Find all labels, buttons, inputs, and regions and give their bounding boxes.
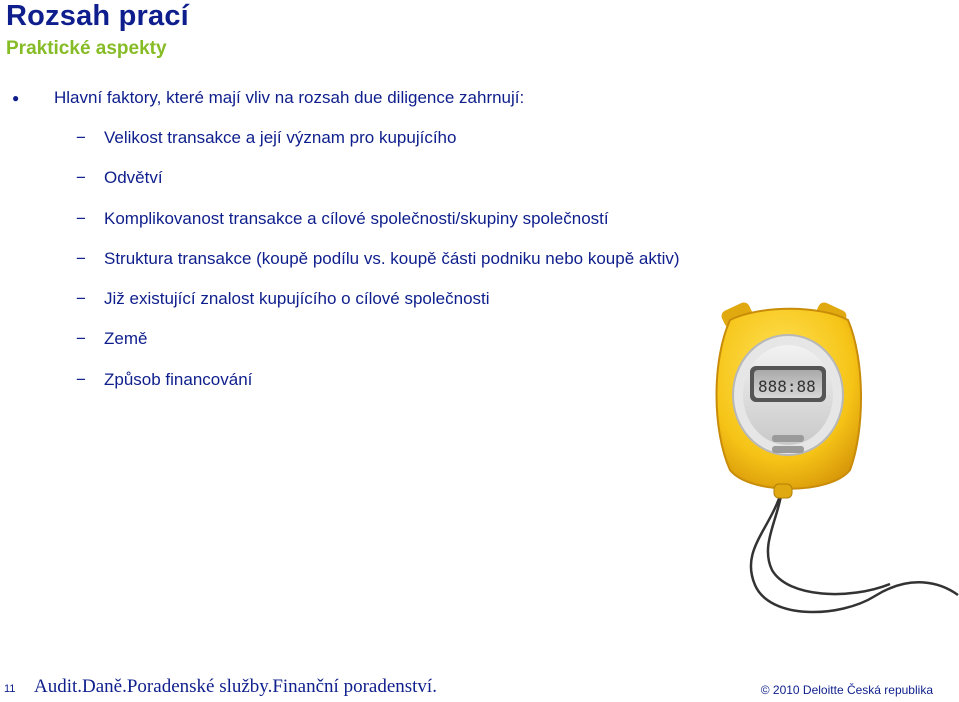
page-number: 11 [4,683,16,695]
dash-icon: − [76,248,86,268]
footer-copyright: © 2010 Deloitte Česká republika [760,683,933,697]
factor-list [76,128,680,410]
stopwatch-display: 888:88 [758,377,816,396]
dash-icon: − [76,208,86,228]
dash-icon: − [76,168,86,188]
list-item [76,209,680,249]
footer-tagline: Audit.Daně.Poradenské služby.Finanční poradenství. [34,676,437,697]
list-item-text: Komplikovanost transakce a cílové společnosti/skupiny společností [104,208,609,228]
cord-line-inner [768,490,890,594]
list-item-text: Způsob financování [104,369,253,389]
bullet-icon: ● [12,91,20,105]
list-item [76,249,680,289]
dash-icon: − [76,369,86,389]
list-item-text: Struktura transakce (koupě podílu vs. koupě části podniku nebo koupě aktiv) [104,248,680,268]
dash-icon: − [76,329,86,349]
list-item [76,289,680,329]
list-item-text: Odvětví [104,168,163,188]
dash-icon: − [76,128,86,147]
slide-subtitle: Praktické aspekty [6,38,167,59]
list-item [76,370,680,410]
main-bullet-text: Hlavní faktory, které mají vliv na rozsah due diligence zahrnují: [54,88,525,107]
list-item-text: Velikost transakce a její význam pro kupujícího [104,128,457,147]
list-item [76,329,680,369]
list-item [76,128,680,168]
slide-title: Rozsah prací [6,0,189,32]
main-bullet [12,88,524,108]
list-item-text: Již existující znalost kupujícího o cílové společnosti [104,289,490,309]
dash-icon: − [76,289,86,309]
stopwatch-icon [700,300,959,630]
list-item [76,168,680,208]
list-item-text: Země [104,329,148,349]
